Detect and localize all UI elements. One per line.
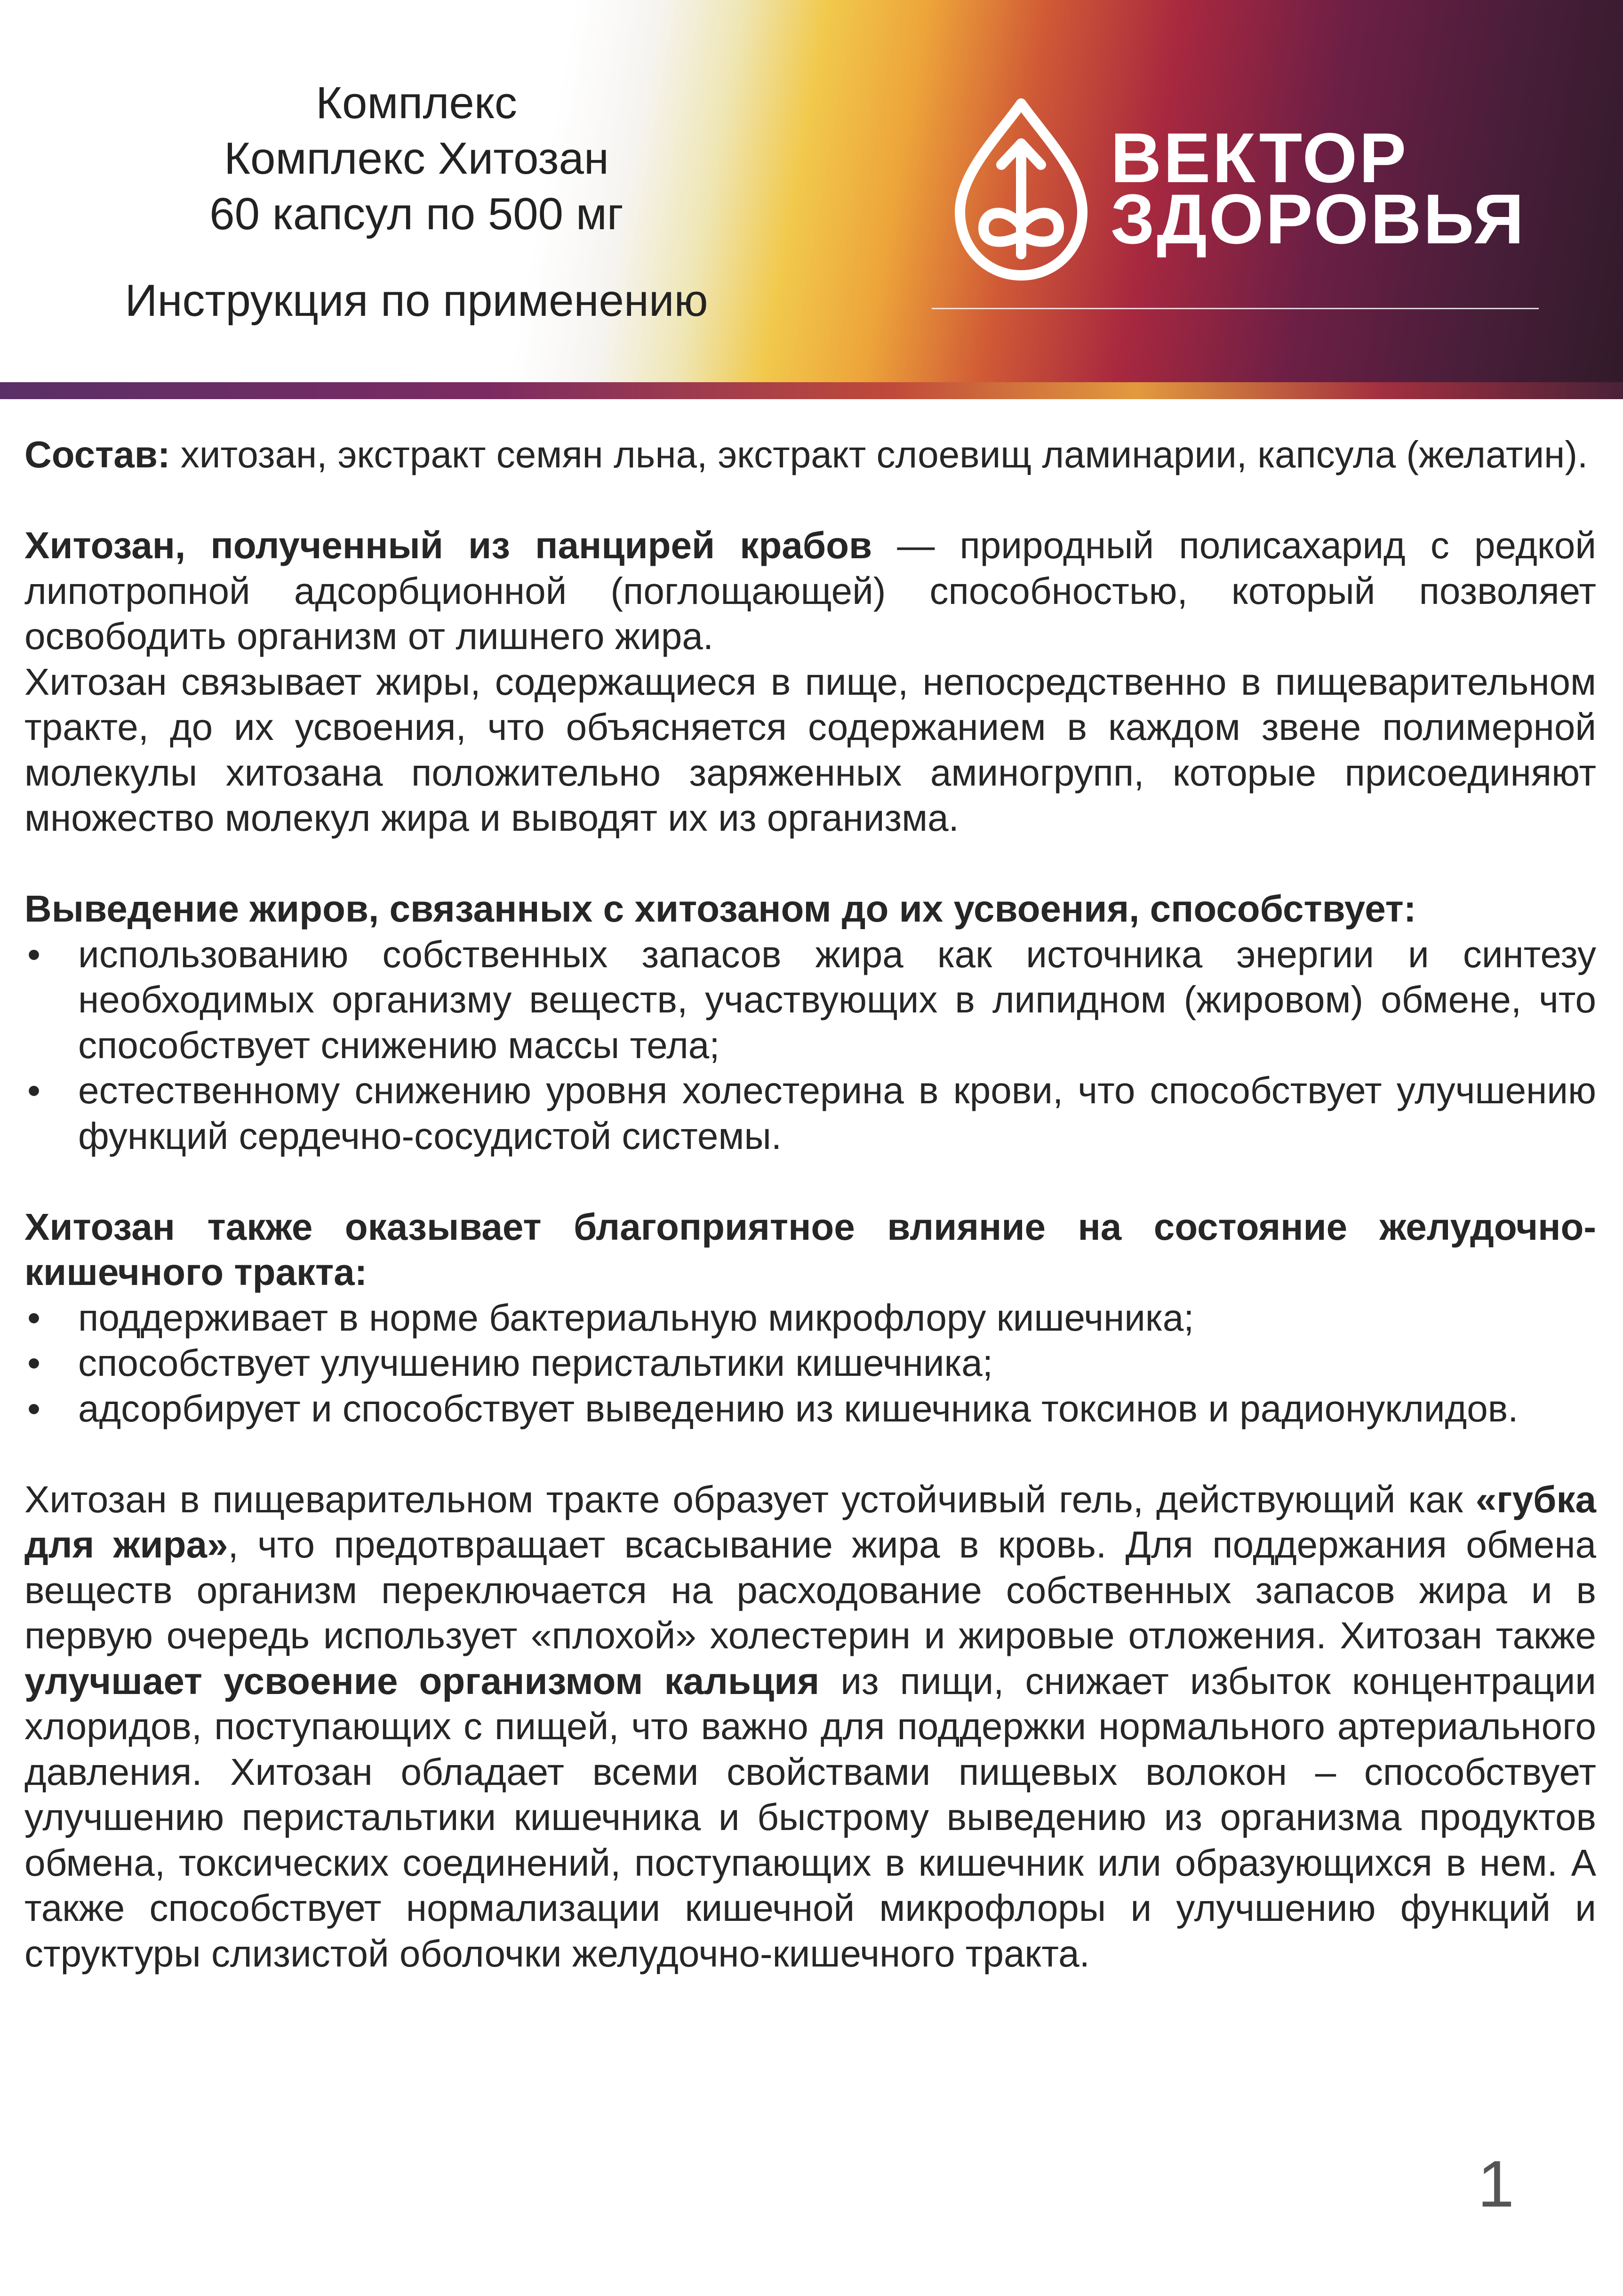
list-item: • адсорбирует и способствует выведению из кишечника токсинов и радионуклидов.	[24, 1386, 1596, 1432]
logo-line-1: ВЕКТОР	[1111, 118, 1408, 197]
page-number: 1	[1478, 2147, 1514, 2221]
title-line-2: Комплекс Хитозан	[224, 133, 609, 184]
removal-list	[24, 932, 1596, 1159]
logo-wordmark	[1111, 118, 1526, 258]
gel-text-2: , что предотвращает всасывание жира в кровь. Для поддержания обмена веществ организм переключается на расходование собственных запасов жира и в первую очередь использует «плохой» холестерин и жировые отложения. Хитозан также	[24, 1524, 1596, 1656]
removal-heading	[24, 886, 1596, 932]
composition-text: хитозан, экстракт семян льна, экстракт слоевищ ламинарии, капсула (желатин).	[170, 434, 1588, 475]
intro-bold: Хитозан, полученный из панцирей крабов	[24, 524, 872, 566]
spacer	[24, 1159, 1596, 1204]
gel-text-3: из пищи, снижает избыток концентрации хлоридов, поступающих с пищей, что важно для поддержки нормального артериального давления. Хитозан обладает всеми свойствами пищевых волокон – способствует улучшению перистальтики кишечника и быстрому выведению из организма продуктов обмена, токсических соединений, поступающих в кишечник или образующихся в нем. А также способствует нормализации кишечной микрофлоры и улучшению функций и структуры слизистой оболочки желудочно-кишечного тракта.	[24, 1660, 1596, 1975]
document-subtitle: Инструкция по применению	[125, 275, 708, 326]
header-divider-bar	[0, 382, 1623, 399]
spacer	[24, 1431, 1596, 1477]
intro-paragraph	[24, 523, 1596, 659]
list-item: • поддерживает в норме бактериальную микрофлору кишечника;	[24, 1295, 1596, 1341]
title-line-1: Комплекс	[316, 78, 517, 128]
logo-underline	[932, 308, 1539, 309]
brand-logo	[946, 94, 1558, 292]
drop-sprout-icon	[946, 94, 1096, 282]
gi-list	[24, 1295, 1596, 1432]
logo-line-2: ЗДОРОВЬЯ	[1111, 179, 1526, 258]
list-item: • способствует улучшению перистальтики кишечника;	[24, 1341, 1596, 1386]
gel-bold-1: «губка для жира»	[24, 1478, 1596, 1565]
list-item: • естественному снижению уровня холестерина в крови, что способствует улучшению функций сердечно-сосудистой системы.	[24, 1068, 1596, 1159]
gel-paragraph	[24, 1477, 1596, 1977]
composition-paragraph	[24, 432, 1596, 478]
gi-heading-text: Хитозан также оказывает благоприятное влияние на состояние желудочно-кишечного тракта:	[24, 1205, 1596, 1293]
instruction-body	[24, 432, 1596, 1976]
document-title	[75, 75, 758, 242]
composition-label: Состав:	[24, 434, 170, 475]
gel-bold-2: улучшает усвоение организмом кальция	[24, 1660, 820, 1702]
removal-heading-text: Выведение жиров, связанных с хитозаном до их усвоения, способствует:	[24, 888, 1416, 930]
spacer	[24, 478, 1596, 523]
gi-heading	[24, 1204, 1596, 1295]
list-item: • использованию собственных запасов жира как источника энергии и синтезу необходимых организму веществ, участвующих в липидном (жировом) обмене, что способствует снижению массы тела;	[24, 932, 1596, 1068]
binding-paragraph: Хитозан связывает жиры, содержащиеся в пище, непосредственно в пищеварительном тракте, до их усвоения, что объясняется содержанием в каждом звене полимерной молекулы хитозана положительно заряженных аминогрупп, которые присоединяют множество молекул жира и выводят их из организма.	[24, 660, 1596, 839]
title-line-3: 60 капсул по 500 мг	[209, 189, 624, 239]
gel-text-1: Хитозан в пищеварительном тракте образует устойчивый гель, действующий как	[24, 1478, 1476, 1520]
spacer	[24, 841, 1596, 887]
intro-text: — природный полисахарид с редкой липотропной адсорбционной (поглощающей) способностью, который позволяет освободить организм от лишнего жира.	[24, 524, 1597, 657]
